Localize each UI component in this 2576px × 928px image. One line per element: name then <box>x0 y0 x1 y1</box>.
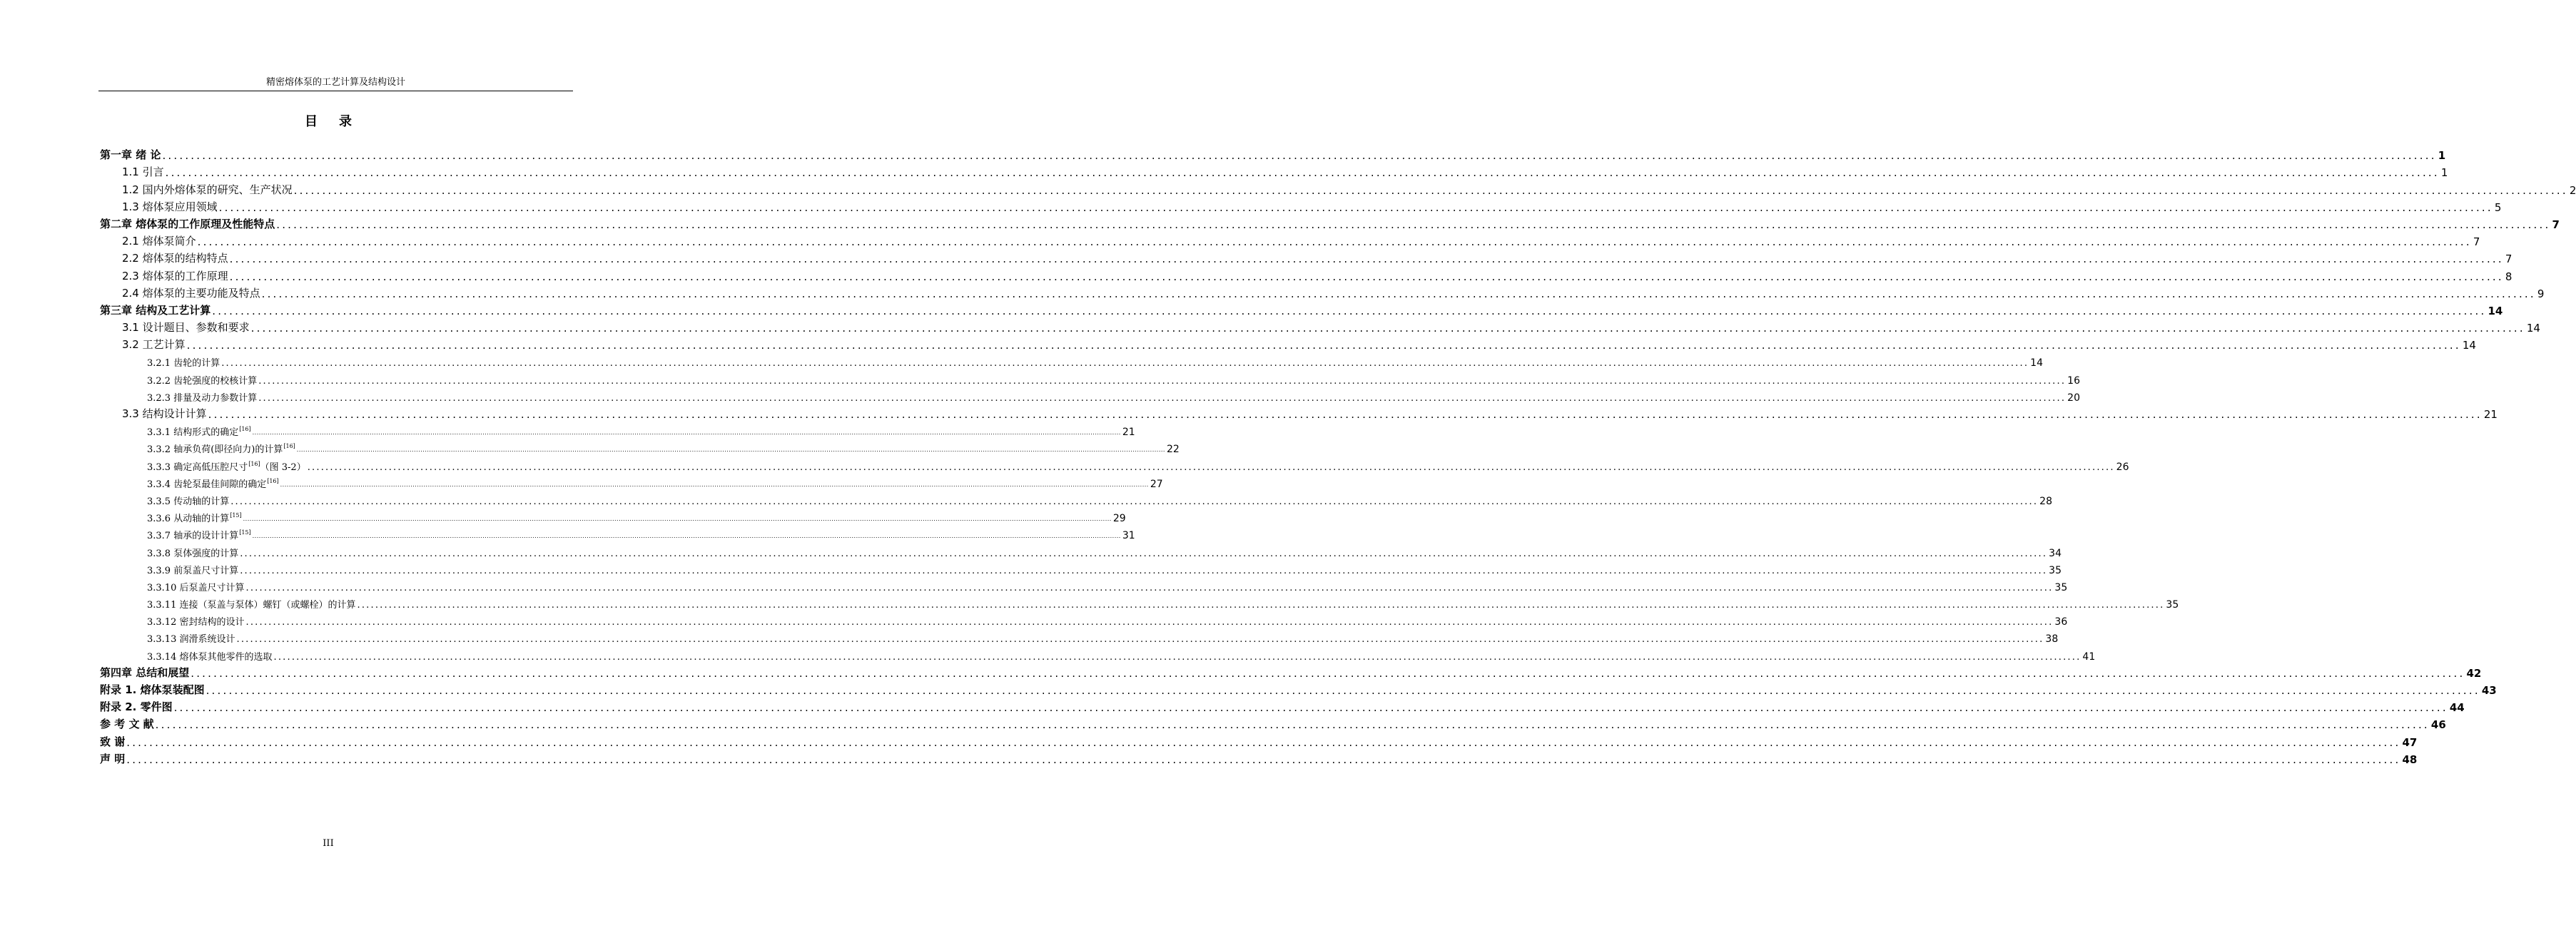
toc-entry-label <box>122 285 262 300</box>
toc-entry[interactable] <box>100 317 2540 335</box>
toc-entry-text: 致 谢 <box>100 735 126 748</box>
toc-entry[interactable] <box>100 197 2502 214</box>
toc-entry-label <box>147 649 273 663</box>
toc-entry-label <box>147 563 240 576</box>
toc-page-number: 41 <box>2082 651 2096 663</box>
toc-entry-text: 3.3 结构设计计算 <box>122 407 207 420</box>
toc-entry[interactable] <box>100 490 2052 507</box>
toc-entry-label <box>122 268 230 283</box>
dot-leader: ................................................................................................................................................................................................................................................................................................................................................................................................................ <box>273 651 2081 663</box>
toc-entry[interactable] <box>100 179 2576 197</box>
dot-leader: ................................................................................................................................................................................................................................................................................................................................................................................................................ <box>261 287 2536 300</box>
toc-entry[interactable] <box>100 576 2068 593</box>
toc-entry[interactable] <box>100 593 2179 611</box>
toc-page-number: 7 <box>2473 235 2480 249</box>
toc-entry-label <box>147 459 308 473</box>
toc-entry-label <box>147 511 243 524</box>
toc-page-number: 2 <box>2569 183 2576 197</box>
toc-entry-label <box>100 734 126 749</box>
dot-leader: ................................................................................................................................................................................................................................................................................................................................................................................................................ <box>276 218 2551 231</box>
toc-entry-label <box>100 699 174 714</box>
toc-entry[interactable] <box>100 680 2497 697</box>
toc-entry-label <box>122 337 187 352</box>
toc-entry[interactable] <box>100 283 2545 300</box>
toc-entry-label <box>147 476 280 490</box>
toc-entry-label <box>147 546 240 559</box>
toc-entry-label <box>147 614 245 628</box>
toc-entry-text: 2.3 熔体泵的工作原理 <box>122 269 228 282</box>
toc-page-number: 5 <box>2494 200 2502 214</box>
toc-page-number: 43 <box>2481 684 2497 697</box>
citation-ref: [16] <box>239 426 251 433</box>
toc-entry-text: 3.3.9 前泵盖尺寸计算 <box>147 565 239 576</box>
toc-entry-text: 3.3.8 泵体强度的计算 <box>147 548 239 559</box>
toc-page-number: 34 <box>2049 547 2062 559</box>
toc-entry-text: 2.1 熔体泵简介 <box>122 235 196 248</box>
dot-leader: ................................................................................................................................................................................................................................................................................................................................................................................................................ <box>245 582 2054 593</box>
toc-page-number: 27 <box>1150 478 1163 490</box>
toc-entry-text: 3.1 设计题目、参数和要求 <box>122 321 250 335</box>
toc-entry[interactable] <box>100 387 2080 404</box>
dot-leader: ................................................................................................................................................................................................................................................................................................................................................................................................................ <box>197 235 2472 249</box>
toc-entry-label <box>100 216 276 231</box>
toc-entry[interactable] <box>100 731 2418 749</box>
toc-entry-label <box>100 682 206 697</box>
dot-leader: ................................................................................................................................................................................................................................................................................................................................................................................................................ <box>280 481 1149 488</box>
dot-leader: ................................................................................................................................................................................................................................................................................................................................................................................................................ <box>206 684 2480 697</box>
toc-entry-text: 3.3.14 熔体泵其他零件的选取 <box>147 651 273 663</box>
dot-leader: ................................................................................................................................................................................................................................................................................................................................................................................................................ <box>162 149 2437 163</box>
toc-entry-text: 3.3.1 结构形式的确定 <box>147 427 239 439</box>
toc-page-number: 7 <box>2552 218 2560 231</box>
toc-entry-label <box>147 373 258 387</box>
toc-entry-text: 3.3.2 轴承负荷(即径向力)的计算 <box>147 444 283 456</box>
toc-entry-label <box>147 424 253 438</box>
dot-leader: ................................................................................................................................................................................................................................................................................................................................................................................................................ <box>186 339 2461 352</box>
toc-entry[interactable] <box>100 628 2059 646</box>
toc-page-number: 28 <box>2039 495 2052 507</box>
toc-page-number: 14 <box>2488 304 2503 317</box>
toc-entry[interactable] <box>100 421 1135 439</box>
toc-entry-text: 1.2 国内外熔体泵的研究、生产状况 <box>122 183 293 196</box>
toc-page-number: 1 <box>2440 166 2448 180</box>
toc-entry-text: 3.3.4 齿轮泵最佳间隙的确定 <box>147 479 267 490</box>
toc-page-number: 14 <box>2030 357 2043 369</box>
toc-entry-text: 第二章 熔体泵的工作原理及性能特点 <box>100 217 275 230</box>
toc-entry-text: 1.1 引言 <box>122 165 164 179</box>
toc-entry-text: 第三章 结构及工艺计算 <box>100 303 211 317</box>
toc-page-number: 44 <box>2449 701 2465 715</box>
toc-title: 目录 <box>305 114 373 129</box>
toc-entry-label <box>147 597 357 611</box>
dot-leader: ................................................................................................................................................................................................................................................................................................................................................................................................................ <box>236 634 2044 646</box>
toc-entry-label <box>147 390 258 404</box>
dot-leader: ................................................................................................................................................................................................................................................................................................................................................................................................................ <box>296 447 1165 454</box>
toc-entry[interactable] <box>100 145 2446 163</box>
toc-entry-label <box>147 355 221 369</box>
toc-page-number: 21 <box>1122 427 1135 439</box>
dot-leader: ................................................................................................................................................................................................................................................................................................................................................................................................................ <box>240 548 2048 559</box>
toc-entry-label <box>122 164 166 179</box>
toc-entry[interactable] <box>100 369 2080 387</box>
toc-entry[interactable] <box>100 438 1180 456</box>
toc-page-number: 20 <box>2067 392 2080 404</box>
toc-page-number: 29 <box>1112 513 1126 525</box>
toc-page-number: 36 <box>2054 616 2068 628</box>
dot-leader: ................................................................................................................................................................................................................................................................................................................................................................................................................ <box>243 516 1112 523</box>
toc-entry[interactable] <box>100 248 2512 266</box>
toc-page-number: 35 <box>2049 564 2062 576</box>
toc-entry-text: 3.2.1 齿轮的计算 <box>147 358 220 369</box>
toc-entry[interactable] <box>100 335 2476 352</box>
dot-leader: ................................................................................................................................................................................................................................................................................................................................................................................................................ <box>126 735 2401 749</box>
toc-entry-text: 第一章 绪 论 <box>100 148 161 162</box>
toc-entry-text: 3.2 工艺计算 <box>122 338 186 352</box>
dot-leader: ................................................................................................................................................................................................................................................................................................................................................................................................................ <box>229 253 2504 266</box>
toc-page-number: 1 <box>2438 149 2446 163</box>
toc-entry-text: 附录 2. 零件图 <box>100 700 173 714</box>
toc-page-number: 31 <box>1122 530 1135 542</box>
toc-entry-text: 3.3.10 后泵盖尺寸计算 <box>147 582 245 593</box>
toc-entry[interactable] <box>100 663 2482 680</box>
toc-entry[interactable] <box>100 524 1135 542</box>
toc-entry[interactable] <box>100 352 2043 369</box>
page-number: III <box>323 838 334 849</box>
toc-entry-text: 1.3 熔体泵应用领域 <box>122 200 218 213</box>
toc-entry-text: 3.2.3 排量及动力参数计算 <box>147 392 258 404</box>
toc-entry-label <box>147 528 253 541</box>
toc-page-number: 26 <box>2116 461 2129 473</box>
toc-page-number: 35 <box>2166 599 2179 611</box>
dot-leader: ................................................................................................................................................................................................................................................................................................................................................................................................................ <box>165 166 2440 180</box>
toc-page-number: 14 <box>2462 339 2476 352</box>
toc-entry-text: 2.2 熔体泵的结构特点 <box>122 252 228 265</box>
dot-leader: ................................................................................................................................................................................................................................................................................................................................................................................................................ <box>258 392 2067 404</box>
toc-entry-text: 3.3.5 传动轴的计算 <box>147 496 230 507</box>
dot-leader: ................................................................................................................................................................................................................................................................................................................................................................................................................ <box>191 666 2465 680</box>
toc-entry-text: 3.3.11 连接（泵盖与泵体）螺钉（或螺栓）的计算 <box>147 600 356 611</box>
toc-page-number: 35 <box>2054 581 2068 593</box>
toc-page-number: 38 <box>2045 633 2059 646</box>
toc-entry-text: 3.3.6 从动轴的计算 <box>147 514 230 525</box>
toc-page-number: 47 <box>2402 735 2418 749</box>
dot-leader: ................................................................................................................................................................................................................................................................................................................................................................................................................ <box>252 533 1121 540</box>
toc-page-number: 9 <box>2537 287 2545 300</box>
toc-entry[interactable] <box>100 473 1163 490</box>
toc-entry-text: 3.2.2 齿轮强度的校核计算 <box>147 375 258 387</box>
toc-entry-text: 声 明 <box>100 752 126 765</box>
toc-entry-text: 3.3.12 密封结构的设计 <box>147 617 245 628</box>
dot-leader: ................................................................................................................................................................................................................................................................................................................................................................................................................ <box>126 753 2401 766</box>
toc-entry[interactable] <box>100 265 2512 283</box>
table-of-contents <box>100 145 2576 766</box>
toc-entry-text: 附录 1. 熔体泵装配图 <box>100 683 205 696</box>
toc-entry-label <box>147 494 230 507</box>
toc-entry[interactable] <box>100 559 2062 576</box>
citation-ref: [16] <box>267 477 279 484</box>
toc-entry[interactable] <box>100 611 2068 628</box>
toc-page-number: 14 <box>2526 322 2540 335</box>
running-header: 精密熔体泵的工艺计算及结构设计 <box>265 77 405 88</box>
toc-entry-label <box>100 147 162 162</box>
toc-entry-label <box>122 406 208 421</box>
toc-entry[interactable] <box>100 749 2418 766</box>
dot-leader: ................................................................................................................................................................................................................................................................................................................................................................................................................ <box>208 408 2483 421</box>
toc-entry-label <box>122 199 219 214</box>
toc-entry[interactable] <box>100 300 2503 317</box>
toc-entry-label <box>100 665 191 680</box>
toc-entry-label <box>100 302 212 317</box>
dot-leader: ................................................................................................................................................................................................................................................................................................................................................................................................................ <box>250 322 2525 335</box>
toc-entry[interactable] <box>100 214 2560 231</box>
toc-page-number: 46 <box>2430 718 2446 732</box>
toc-page-number: 7 <box>2505 253 2512 266</box>
toc-entry[interactable] <box>100 714 2446 732</box>
toc-entry[interactable] <box>100 507 1126 525</box>
toc-entry-label <box>147 442 297 455</box>
dot-leader: ................................................................................................................................................................................................................................................................................................................................................................................................................ <box>230 496 2039 507</box>
toc-page-number: 42 <box>2466 666 2482 680</box>
toc-entry-label <box>122 233 198 248</box>
toc-entry-text: 2.4 熔体泵的主要功能及特点 <box>122 286 260 300</box>
toc-entry-label <box>147 580 245 593</box>
toc-page-number: 22 <box>1166 444 1180 456</box>
toc-entry-text: 3.3.13 润滑系统设计 <box>147 634 235 646</box>
dot-leader: ................................................................................................................................................................................................................................................................................................................................................................................................................ <box>357 600 2165 611</box>
dot-leader: ................................................................................................................................................................................................................................................................................................................................................................................................................ <box>229 270 2504 283</box>
toc-entry[interactable] <box>100 231 2480 249</box>
citation-ref: [16] <box>283 443 295 450</box>
toc-entry-label <box>122 250 230 265</box>
toc-entry[interactable] <box>100 541 2062 559</box>
toc-entry-text: 3.3.3 确定高低压腔尺寸 <box>147 462 248 473</box>
toc-entry-label <box>122 320 251 335</box>
toc-entry[interactable] <box>100 697 2465 715</box>
dot-leader: ................................................................................................................................................................................................................................................................................................................................................................................................................ <box>218 200 2493 214</box>
dot-leader: ................................................................................................................................................................................................................................................................................................................................................................................................................ <box>245 617 2054 628</box>
dot-leader: ................................................................................................................................................................................................................................................................................................................................................................................................................ <box>221 358 2029 369</box>
dot-leader: ................................................................................................................................................................................................................................................................................................................................................................................................................ <box>293 183 2568 197</box>
toc-page-number: 16 <box>2067 374 2080 387</box>
toc-entry[interactable] <box>100 404 2498 421</box>
toc-entry-text: 第四章 总结和展望 <box>100 666 190 679</box>
citation-ref: [15] <box>239 529 251 536</box>
toc-entry[interactable] <box>100 162 2448 180</box>
dot-leader: ................................................................................................................................................................................................................................................................................................................................................................................................................ <box>173 701 2448 715</box>
toc-entry[interactable] <box>100 455 2129 473</box>
dot-leader: ................................................................................................................................................................................................................................................................................................................................................................................................................ <box>258 375 2067 387</box>
toc-entry-label <box>100 751 126 766</box>
toc-entry-text: 3.3.7 轴承的设计计算 <box>147 531 239 542</box>
toc-entry[interactable] <box>100 645 2096 663</box>
dot-leader: ................................................................................................................................................................................................................................................................................................................................................................................................................ <box>212 304 2487 317</box>
dot-leader: ................................................................................................................................................................................................................................................................................................................................................................................................................ <box>252 429 1121 437</box>
dot-leader: ................................................................................................................................................................................................................................................................................................................................................................................................................ <box>155 718 2430 732</box>
toc-entry-label <box>147 631 236 645</box>
dot-leader: ................................................................................................................................................................................................................................................................................................................................................................................................................ <box>307 462 2115 473</box>
citation-ref: [15] <box>230 512 242 519</box>
toc-entry-text: 参 考 文 献 <box>100 718 154 731</box>
toc-entry-label <box>122 182 294 197</box>
toc-entry-suffix: （图 3-2） <box>260 462 306 473</box>
citation-ref: [16] <box>248 460 260 467</box>
toc-page-number: 8 <box>2505 270 2512 283</box>
toc-page-number: 21 <box>2483 408 2498 421</box>
toc-page-number: 48 <box>2402 753 2418 766</box>
dot-leader: ................................................................................................................................................................................................................................................................................................................................................................................................................ <box>240 565 2048 576</box>
toc-entry-label <box>100 716 156 731</box>
